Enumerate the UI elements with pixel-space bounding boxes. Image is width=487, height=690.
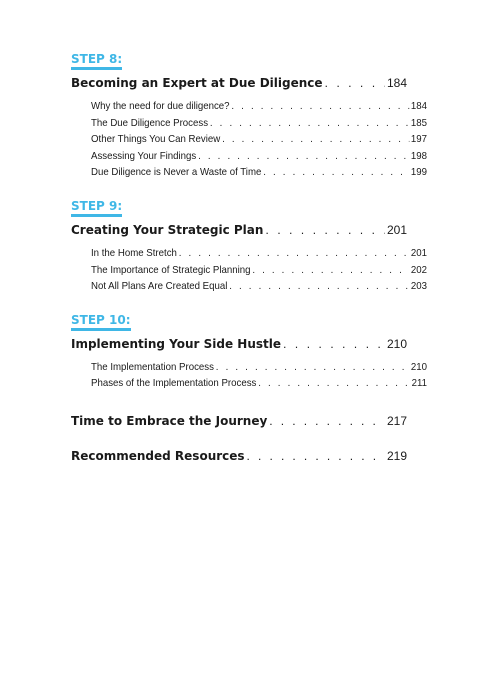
dot-leader <box>198 150 409 162</box>
subsection-entry[interactable] <box>91 377 427 394</box>
subsection-page: 199 <box>410 166 428 179</box>
toc-section-step-10 <box>71 311 428 394</box>
dot-leader <box>263 166 409 178</box>
toc-section-step-8 <box>71 50 428 183</box>
subsection-title: Phases of the Implementation Process <box>91 377 257 390</box>
subsection-title: The Implementation Process <box>91 360 214 373</box>
subsection-entry[interactable] <box>91 280 427 297</box>
step-label: STEP 8: <box>71 52 122 70</box>
subsection-entry[interactable] <box>91 133 427 150</box>
subsection-entry[interactable] <box>91 361 427 378</box>
chapter-page: 217 <box>386 413 407 428</box>
chapter-entry-embrace-journey[interactable] <box>71 414 407 432</box>
chapter-title: Recommended Resources <box>71 448 245 463</box>
chapter-page: 184 <box>386 76 407 90</box>
toc-section-step-9 <box>71 197 428 297</box>
table-of-contents <box>71 50 428 467</box>
subsection-entry[interactable] <box>91 100 427 117</box>
subsection-title: The Due Diligence Process <box>91 116 209 129</box>
subsection-list <box>71 100 428 183</box>
subsection-entry[interactable] <box>91 247 427 264</box>
chapter-page: 219 <box>386 448 407 463</box>
dot-leader <box>210 117 409 129</box>
dot-leader <box>252 264 409 276</box>
dot-leader <box>265 224 385 237</box>
subsection-list <box>71 360 428 394</box>
subsection-title: The Importance of Strategic Planning <box>91 263 251 276</box>
dot-leader <box>247 449 385 463</box>
dot-leader <box>258 377 410 389</box>
subsection-entry[interactable] <box>91 150 427 167</box>
subsection-title: Other Things You Can Review <box>91 133 221 146</box>
subsection-title: Due Diligence is Never a Waste of Time <box>91 166 262 179</box>
chapter-entry[interactable] <box>71 223 407 241</box>
subsection-page: 211 <box>411 377 428 390</box>
subsection-title: Assessing Your Findings <box>91 149 197 162</box>
chapter-entry[interactable] <box>71 337 407 355</box>
chapter-title: Time to Embrace the Journey <box>71 413 268 428</box>
dot-leader <box>229 280 409 292</box>
subsection-page: 197 <box>410 133 428 146</box>
dot-leader <box>269 414 385 428</box>
subsection-page: 201 <box>410 246 428 259</box>
subsection-title: Why the need for due diligence? <box>91 100 230 112</box>
subsection-page: 203 <box>410 280 428 293</box>
dot-leader <box>222 133 409 145</box>
chapter-title: Implementing Your Side Hustle <box>71 336 282 351</box>
dot-leader <box>179 247 409 259</box>
subsection-page: 185 <box>410 116 428 129</box>
chapter-entry-recommended-resources[interactable] <box>71 449 407 467</box>
dot-leader <box>283 338 385 351</box>
subsection-list <box>71 246 428 297</box>
chapter-page: 210 <box>386 336 407 351</box>
dot-leader <box>325 77 385 90</box>
subsection-title: In the Home Stretch <box>91 246 177 259</box>
subsection-entry[interactable] <box>91 166 427 183</box>
chapter-title: Creating Your Strategic Plan <box>71 222 264 237</box>
dot-leader <box>231 100 409 112</box>
step-label: STEP 10: <box>71 313 131 331</box>
subsection-entry[interactable] <box>91 264 427 281</box>
subsection-page: 184 <box>410 100 428 112</box>
subsection-title: Not All Plans Are Created Equal <box>91 280 228 293</box>
step-label: STEP 9: <box>71 199 122 217</box>
subsection-page: 202 <box>410 263 428 276</box>
subsection-entry[interactable] <box>91 117 427 134</box>
chapter-page: 201 <box>386 222 407 237</box>
subsection-page: 198 <box>410 149 428 162</box>
chapter-title: Becoming an Expert at Due Diligence <box>71 76 323 90</box>
subsection-page: 210 <box>410 360 428 373</box>
chapter-entry[interactable] <box>71 76 407 94</box>
dot-leader <box>216 361 409 373</box>
